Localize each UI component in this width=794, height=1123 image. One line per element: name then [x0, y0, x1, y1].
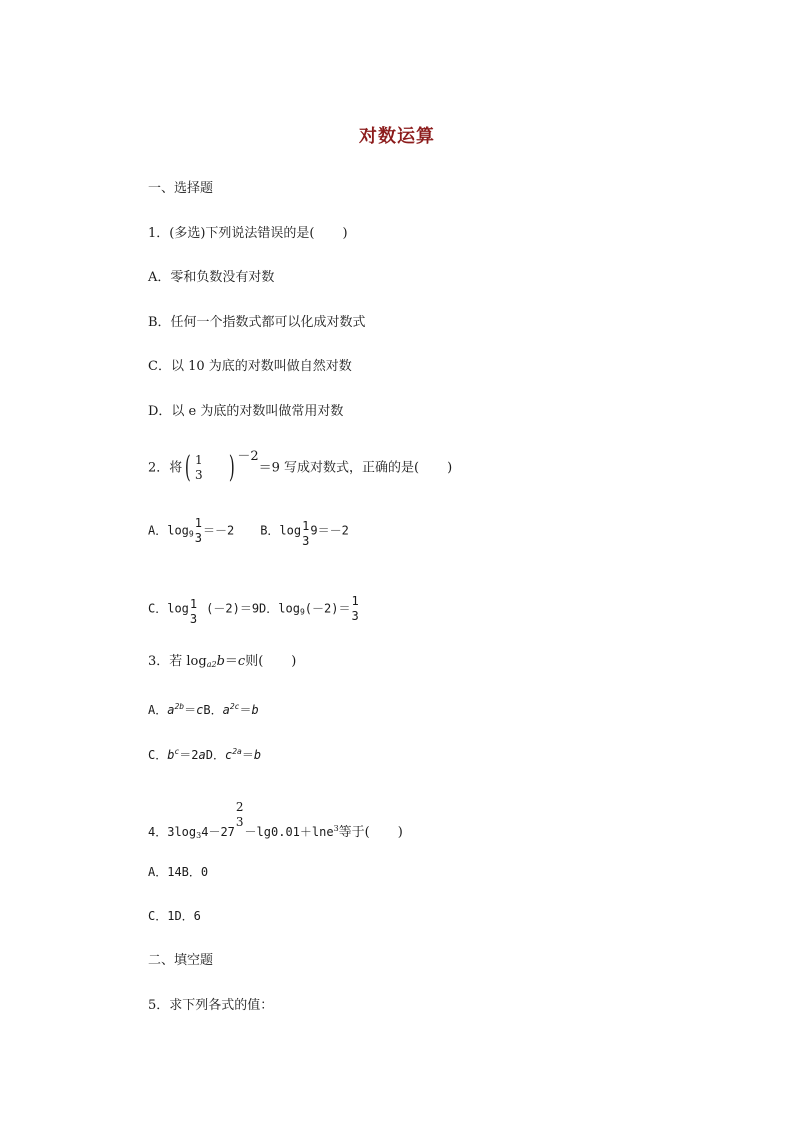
- question-4: [148, 800, 403, 845]
- question-4-options-cd: C．1D．6: [148, 909, 201, 923]
- option-b-rest: 9＝－2: [310, 523, 349, 538]
- question-4-close: ): [397, 825, 403, 840]
- var: c: [196, 703, 204, 717]
- equals: ＝: [184, 703, 197, 717]
- fraction-one-third: [195, 453, 203, 483]
- question-1-option-d: D．以 e 为底的对数叫做常用对数: [148, 404, 344, 419]
- equals: ＝: [241, 748, 254, 762]
- fraction-denominator: 3: [351, 609, 359, 623]
- var: b: [251, 703, 259, 717]
- left-paren: (: [185, 450, 192, 485]
- fraction-numerator: 1: [351, 594, 359, 608]
- question-2-options-ab: [148, 516, 349, 549]
- fraction-numerator: 2: [235, 800, 244, 814]
- question-1-option-c: C．以 10 为底的对数叫做自然对数: [148, 359, 352, 374]
- equals: ＝: [239, 703, 252, 717]
- var-c: c: [237, 654, 246, 669]
- question-2-rest: ＝9 写成对数式，正确的是(: [258, 460, 420, 476]
- question-2-options-cd: [148, 594, 360, 627]
- question-1-option-a: A．零和负数没有对数: [148, 270, 275, 285]
- question-5: 5．求下列各式的值：: [148, 998, 274, 1013]
- question-1-option-b: B．任何一个指数式都可以化成对数式: [148, 315, 366, 330]
- fraction-denominator: 3: [302, 533, 310, 548]
- option-c-label: C．: [148, 748, 168, 762]
- question-3-prefix: 3．若 log: [148, 654, 207, 669]
- option-a-label: A．log: [148, 523, 189, 538]
- option-b-fraction: [302, 519, 309, 549]
- log-base: 3: [196, 831, 202, 840]
- question-3-close: ): [291, 654, 297, 669]
- question-1-stem: 1．(多选)下列说法错误的是(: [148, 226, 315, 241]
- option-a-fraction: [195, 516, 202, 546]
- exponent: c: [174, 747, 180, 756]
- fraction-numerator: 1: [194, 516, 202, 530]
- option-b-label: B．log: [260, 523, 302, 538]
- question-2: [148, 448, 453, 485]
- exponent: 2c: [229, 702, 240, 711]
- var: b: [253, 748, 262, 762]
- exponent: 3: [333, 824, 339, 833]
- var: a: [198, 748, 206, 762]
- right-paren: ): [228, 450, 235, 485]
- log-base: 9: [299, 607, 305, 617]
- question-4-tail: 等于(: [338, 825, 370, 840]
- question-3: [148, 653, 296, 674]
- page-title: 对数运算: [359, 126, 435, 147]
- section-heading-choice: 一、选择题: [148, 181, 214, 196]
- option-a-rest: ＝－2: [202, 523, 235, 538]
- exponent: 2a: [232, 747, 242, 756]
- log-base: 9: [188, 529, 194, 539]
- question-3-options-ab: [148, 698, 259, 719]
- fraction-denominator: 3: [195, 468, 203, 482]
- equals: ＝: [224, 654, 238, 669]
- exponent-fraction: [236, 800, 244, 830]
- question-1-close: ): [342, 226, 348, 241]
- option-a-label: A．: [148, 703, 168, 717]
- option-c-fraction: [190, 597, 197, 627]
- option-d-rest: (－2)＝: [304, 601, 351, 616]
- option-d-label: D．: [205, 748, 225, 762]
- exponent: －2: [237, 448, 259, 464]
- var: a: [167, 703, 175, 717]
- question-1: [148, 225, 348, 243]
- question-4-options-ab: A．14B．0: [148, 865, 209, 879]
- section-heading-fill: 二、填空题: [148, 953, 214, 968]
- question-2-prefix: 2．将: [148, 460, 183, 476]
- fraction-denominator: 3: [235, 815, 244, 829]
- fraction-numerator: 1: [189, 596, 198, 611]
- exponent: 2b: [174, 702, 185, 711]
- fraction-denominator: 3: [189, 611, 198, 626]
- option-b-label: B．: [203, 703, 223, 717]
- option-c-rest: (－2)＝9D．log: [206, 601, 300, 616]
- question-4-mid: 4－27: [201, 825, 235, 839]
- question-2-close: ): [447, 460, 453, 476]
- fraction-numerator: 1: [195, 453, 203, 467]
- question-3-options-cd: [148, 743, 261, 764]
- equals: ＝2: [179, 748, 199, 762]
- fraction-numerator: 1: [302, 518, 310, 533]
- question-4-prefix: 4．3log: [148, 825, 197, 839]
- fraction-denominator: 3: [194, 531, 202, 545]
- option-c-label: C．log: [148, 601, 189, 616]
- question-4-rest: －lg0.01＋lne: [244, 825, 334, 839]
- var: b: [167, 748, 175, 762]
- option-d-fraction: [351, 594, 358, 624]
- var: a: [222, 703, 230, 717]
- question-3-rest: 则(: [245, 654, 264, 669]
- var-b: b: [216, 654, 225, 669]
- log-base: a2: [206, 660, 217, 669]
- var: c: [225, 748, 233, 762]
